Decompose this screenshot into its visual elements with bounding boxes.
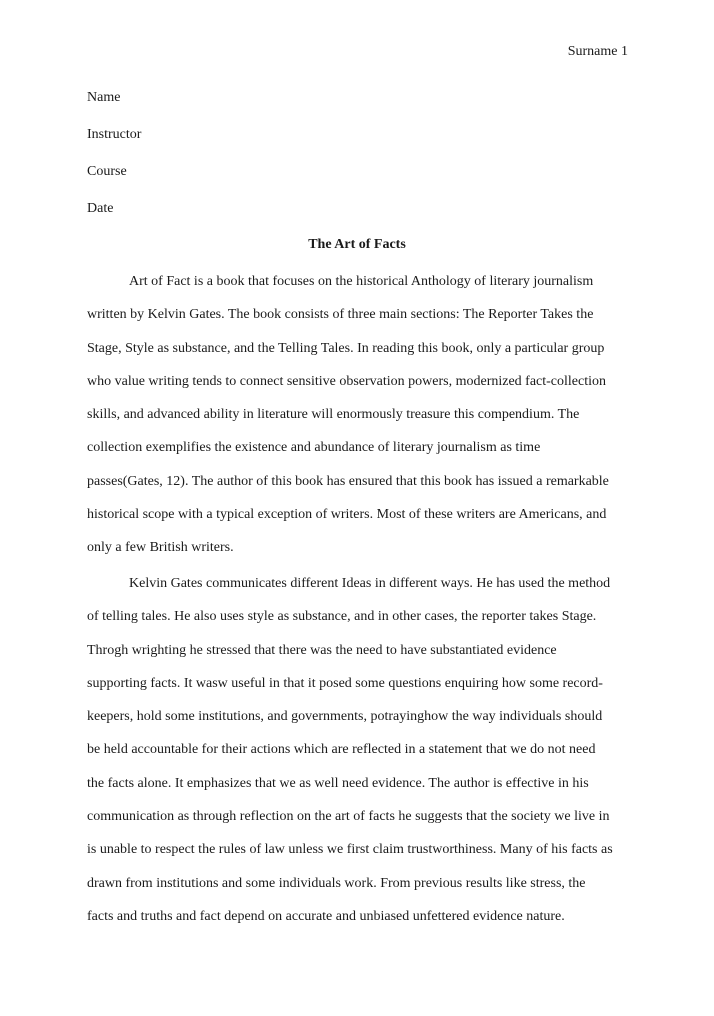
paragraph-line: written by Kelvin Gates. The book consists of three main sections: The Reporter Takes the: [87, 307, 594, 323]
paragraph-line: keepers, hold some institutions, and governments, potrayinghow the way individuals should: [87, 709, 603, 725]
student-name: Name: [87, 90, 121, 105]
paragraph-line: supporting facts. It wasw useful in that it posed some questions enquiring how some record-: [87, 675, 603, 691]
paragraph-line: skills, and advanced ability in literature will enormously treasure this compendium. The: [87, 407, 580, 423]
paragraph-line: only a few British writers.: [87, 540, 234, 556]
paragraph-line: drawn from institutions and some individuals work. From previous results like stress, the: [87, 875, 586, 891]
paragraph-line: collection exemplifies the existence and abundance of literary journalism as time: [87, 440, 541, 456]
paragraph-line: Kelvin Gates communicates different Ideas in different ways. He has used the method: [129, 576, 611, 591]
header-block: [87, 88, 141, 236]
running-head: Surname 1: [567, 44, 628, 59]
paragraph-line: Throgh wrighting he stressed that there was the need to have substantiated evidence: [87, 642, 557, 658]
course-name: Course: [87, 164, 127, 179]
paragraph-line: of telling tales. He also uses style as substance, and in other cases, the reporter takes Stage.: [87, 609, 597, 625]
paragraph-line: the facts alone. It emphasizes that we as well need evidence. The author is effective in his: [87, 775, 589, 791]
paragraph-1: [87, 272, 632, 572]
paragraph-line: who value writing tends to connect sensitive observation powers, modernized fact-collection: [87, 373, 607, 389]
paragraph-line: passes(Gates, 12). The author of this book has ensured that this book has issued a remarkable: [87, 473, 609, 489]
paragraph-line: Stage, Style as substance, and the Telling Tales. In reading this book, only a particular group: [87, 340, 605, 356]
paragraph-line: Art of Fact is a book that focuses on the historical Anthology of literary journalism: [129, 274, 594, 289]
paragraph-line: historical scope with a typical exception of writers. Most of these writers are Americans, and: [87, 507, 607, 523]
date: Date: [87, 201, 114, 216]
paragraph-2: [87, 574, 632, 940]
paragraph-line: facts and truths and fact depend on accurate and unbiased unfettered evidence nature.: [87, 908, 565, 924]
paragraph-line: be held accountable for their actions which are reflected in a statement that we do not need: [87, 742, 596, 758]
paragraph-line: communication as through reflection on the art of facts he suggests that the society we live in: [87, 809, 610, 825]
instructor-name: Instructor: [87, 127, 142, 142]
document-title: The Art of Facts: [308, 237, 406, 252]
paragraph-line: is unable to respect the rules of law unless we first claim trustworthiness. Many of his facts as: [87, 842, 613, 858]
